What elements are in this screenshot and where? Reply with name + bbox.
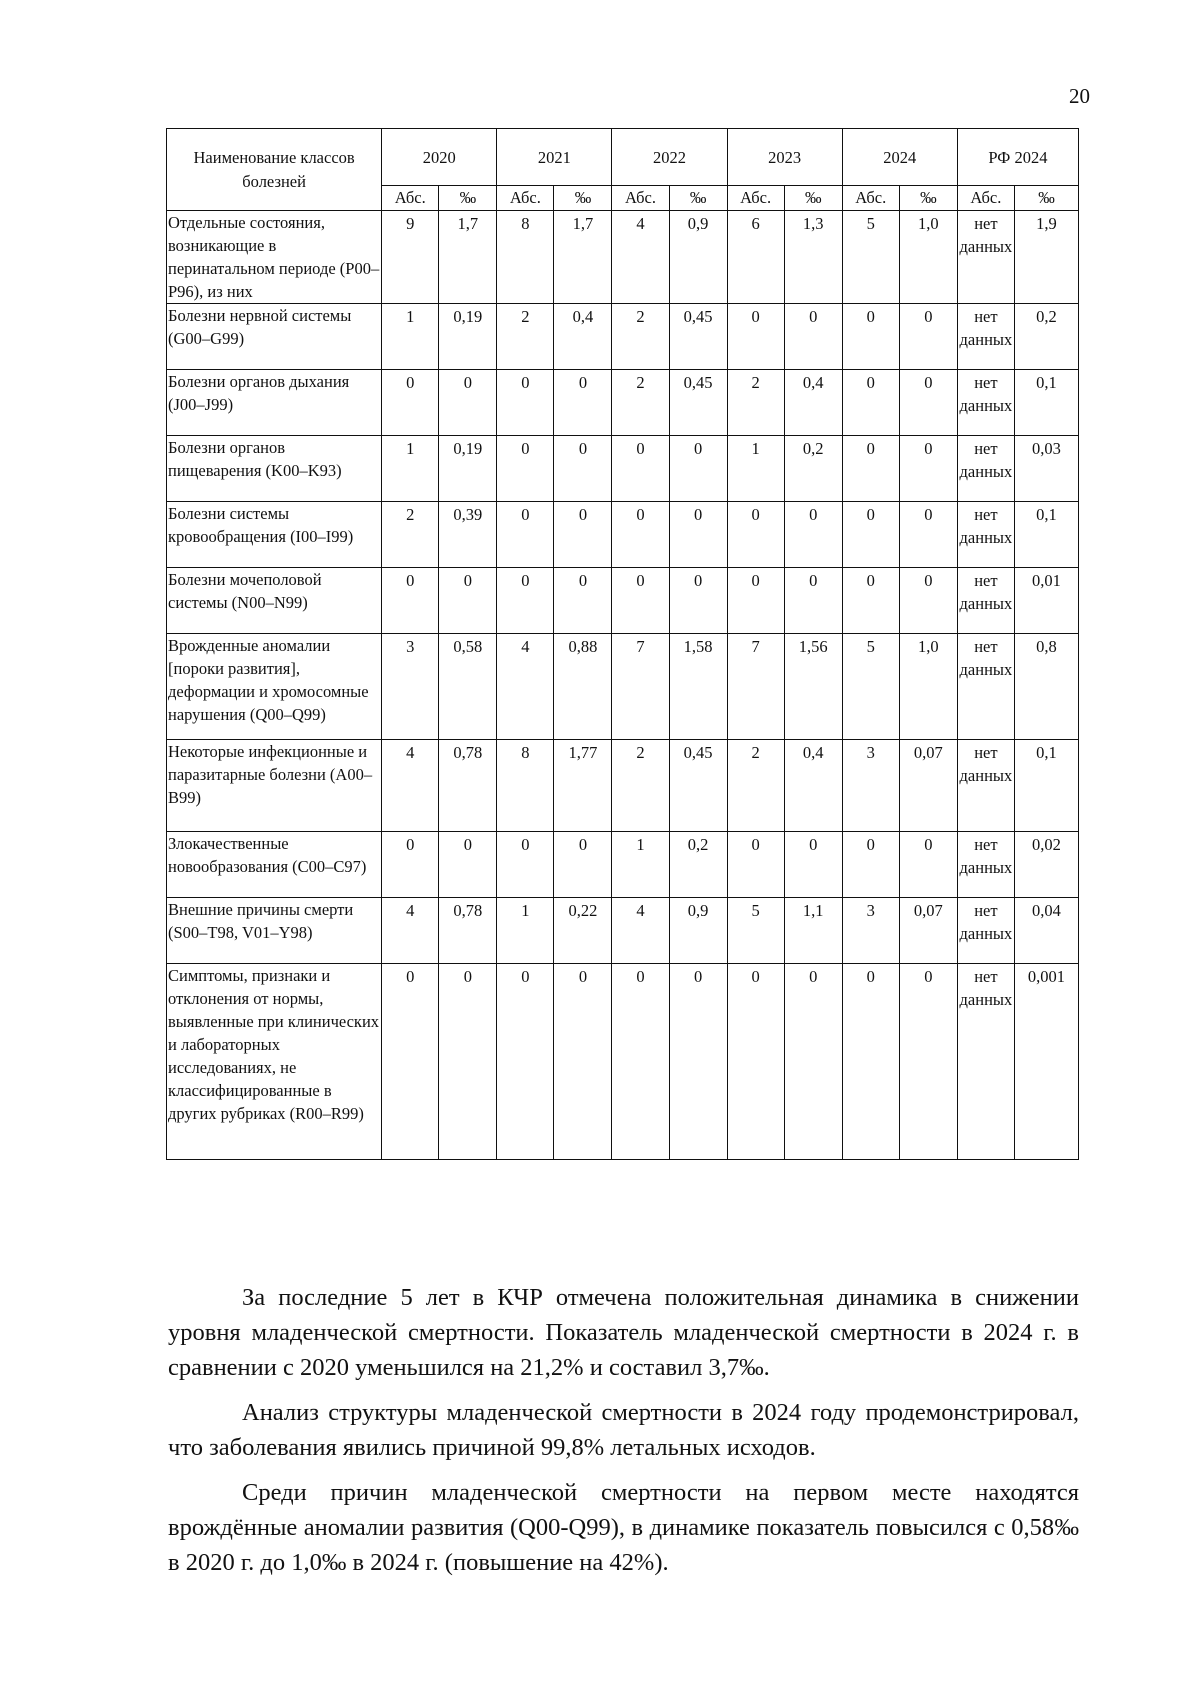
disease-class-cell: Некоторые инфекционные и паразитарные болезни (A00–B99) <box>167 740 382 832</box>
column-header-year: 2021 <box>497 129 612 186</box>
column-header-abs: Абс. <box>842 186 899 211</box>
abs-value-cell: 5 <box>842 211 899 304</box>
permille-value-cell: 0 <box>439 568 497 634</box>
permille-value-cell: 0 <box>784 832 842 898</box>
permille-value-cell: 0 <box>784 502 842 568</box>
permille-value-cell: 1,7 <box>439 211 497 304</box>
permille-value-cell: 0,07 <box>899 898 957 964</box>
abs-value-cell: 1 <box>382 304 439 370</box>
abs-value-cell: 2 <box>497 304 554 370</box>
abs-value-cell: 4 <box>382 898 439 964</box>
permille-value-cell: 0,4 <box>554 304 612 370</box>
table-row <box>167 304 1079 370</box>
abs-value-cell: 1 <box>727 436 784 502</box>
permille-value-cell: 0 <box>899 370 957 436</box>
permille-value-cell: 0,19 <box>439 436 497 502</box>
abs-value-cell: нет данных <box>957 436 1014 502</box>
permille-value-cell: 0 <box>899 568 957 634</box>
abs-value-cell: 0 <box>842 964 899 1160</box>
permille-value-cell: 0,2 <box>1014 304 1078 370</box>
permille-value-cell: 1,9 <box>1014 211 1078 304</box>
permille-value-cell: 1,3 <box>784 211 842 304</box>
column-header-year: 2023 <box>727 129 842 186</box>
permille-value-cell: 0 <box>784 568 842 634</box>
permille-value-cell: 0 <box>784 304 842 370</box>
abs-value-cell: нет данных <box>957 304 1014 370</box>
permille-value-cell: 0 <box>439 832 497 898</box>
disease-class-cell: Симптомы, признаки и отклонения от нормы, выявленные при клинических и лабораторных исследованиях, не классифицированные в других рубриках (R00–R99) <box>167 964 382 1160</box>
abs-value-cell: 0 <box>612 964 669 1160</box>
abs-value-cell: нет данных <box>957 370 1014 436</box>
column-header-abs: Абс. <box>612 186 669 211</box>
permille-value-cell: 0,001 <box>1014 964 1078 1160</box>
permille-value-cell: 0,45 <box>669 304 727 370</box>
table-row <box>167 502 1079 568</box>
abs-value-cell: 5 <box>727 898 784 964</box>
column-header-year: 2020 <box>382 129 497 186</box>
table-row <box>167 211 1079 304</box>
table-row <box>167 740 1079 832</box>
permille-value-cell: 0 <box>554 436 612 502</box>
column-header-permille: ‰ <box>784 186 842 211</box>
paragraph: Анализ структуры младенческой смертности в 2024 году продемонстрировал, что заболевания явились причиной 99,8% летальных исходов. <box>168 1399 1079 1461</box>
permille-value-cell: 0 <box>439 964 497 1160</box>
abs-value-cell: 0 <box>842 370 899 436</box>
permille-value-cell: 0 <box>439 370 497 436</box>
permille-value-cell: 0,88 <box>554 634 612 740</box>
permille-value-cell: 0,04 <box>1014 898 1078 964</box>
permille-value-cell: 0,9 <box>669 211 727 304</box>
abs-value-cell: нет данных <box>957 832 1014 898</box>
disease-class-cell: Злокачественные новообразования (C00–C97) <box>167 832 382 898</box>
table-row <box>167 436 1079 502</box>
mortality-causes-table <box>166 128 1079 1160</box>
abs-value-cell: 0 <box>382 964 439 1160</box>
table-row <box>167 568 1079 634</box>
permille-value-cell: 0,78 <box>439 740 497 832</box>
column-header-abs: Абс. <box>727 186 784 211</box>
table-body <box>167 211 1079 1160</box>
permille-value-cell: 1,58 <box>669 634 727 740</box>
disease-class-cell: Болезни органов пищеварения (K00–K93) <box>167 436 382 502</box>
abs-value-cell: 0 <box>497 370 554 436</box>
permille-value-cell: 0,19 <box>439 304 497 370</box>
disease-class-cell: Болезни нервной системы (G00–G99) <box>167 304 382 370</box>
table-row <box>167 964 1079 1160</box>
permille-value-cell: 0 <box>554 964 612 1160</box>
abs-value-cell: 7 <box>727 634 784 740</box>
permille-value-cell: 0 <box>899 436 957 502</box>
disease-class-cell: Болезни органов дыхания (J00–J99) <box>167 370 382 436</box>
permille-value-cell: 0,78 <box>439 898 497 964</box>
abs-value-cell: 0 <box>497 964 554 1160</box>
abs-value-cell: 5 <box>842 634 899 740</box>
column-header-permille: ‰ <box>899 186 957 211</box>
permille-value-cell: 0 <box>899 832 957 898</box>
abs-value-cell: 7 <box>612 634 669 740</box>
column-header-year: РФ 2024 <box>957 129 1078 186</box>
abs-value-cell: 0 <box>727 304 784 370</box>
abs-value-cell: 8 <box>497 740 554 832</box>
column-header-permille: ‰ <box>439 186 497 211</box>
table-header-years-row <box>167 129 1079 186</box>
permille-value-cell: 0 <box>899 304 957 370</box>
column-header-year: 2022 <box>612 129 727 186</box>
abs-value-cell: 2 <box>612 370 669 436</box>
permille-value-cell: 1,0 <box>899 634 957 740</box>
permille-value-cell: 0,39 <box>439 502 497 568</box>
permille-value-cell: 0 <box>554 370 612 436</box>
abs-value-cell: нет данных <box>957 740 1014 832</box>
permille-value-cell: 0,2 <box>784 436 842 502</box>
column-header-abs: Абс. <box>382 186 439 211</box>
column-header-permille: ‰ <box>1014 186 1078 211</box>
permille-value-cell: 0,1 <box>1014 502 1078 568</box>
permille-value-cell: 1,1 <box>784 898 842 964</box>
abs-value-cell: 0 <box>497 436 554 502</box>
abs-value-cell: 4 <box>612 211 669 304</box>
permille-value-cell: 1,0 <box>899 211 957 304</box>
abs-value-cell: нет данных <box>957 568 1014 634</box>
permille-value-cell: 0 <box>554 832 612 898</box>
abs-value-cell: 0 <box>842 304 899 370</box>
permille-value-cell: 0,1 <box>1014 740 1078 832</box>
permille-value-cell: 0,03 <box>1014 436 1078 502</box>
table-row <box>167 832 1079 898</box>
abs-value-cell: 1 <box>382 436 439 502</box>
abs-value-cell: 9 <box>382 211 439 304</box>
abs-value-cell: 0 <box>842 568 899 634</box>
abs-value-cell: 0 <box>612 568 669 634</box>
abs-value-cell: нет данных <box>957 502 1014 568</box>
table-row <box>167 370 1079 436</box>
permille-value-cell: 0,2 <box>669 832 727 898</box>
abs-value-cell: 4 <box>497 634 554 740</box>
abs-value-cell: 4 <box>612 898 669 964</box>
abs-value-cell: 3 <box>842 898 899 964</box>
abs-value-cell: 0 <box>612 502 669 568</box>
permille-value-cell: 0 <box>554 502 612 568</box>
abs-value-cell: 0 <box>727 964 784 1160</box>
permille-value-cell: 0 <box>669 502 727 568</box>
column-header-abs: Абс. <box>957 186 1014 211</box>
abs-value-cell: 0 <box>727 568 784 634</box>
column-header-permille: ‰ <box>669 186 727 211</box>
disease-class-cell: Болезни мочеполовой системы (N00–N99) <box>167 568 382 634</box>
permille-value-cell: 0,45 <box>669 370 727 436</box>
abs-value-cell: 1 <box>612 832 669 898</box>
abs-value-cell: 0 <box>727 502 784 568</box>
permille-value-cell: 0 <box>554 568 612 634</box>
abs-value-cell: 4 <box>382 740 439 832</box>
abs-value-cell: 0 <box>382 568 439 634</box>
permille-value-cell: 0,4 <box>784 740 842 832</box>
permille-value-cell: 0,45 <box>669 740 727 832</box>
abs-value-cell: 0 <box>497 832 554 898</box>
abs-value-cell: 2 <box>382 502 439 568</box>
disease-class-cell: Болезни системы кровообращения (I00–I99) <box>167 502 382 568</box>
abs-value-cell: 2 <box>612 304 669 370</box>
column-header-permille: ‰ <box>554 186 612 211</box>
paragraph: За последние 5 лет в КЧР отмечена положительная динамика в снижении уровня младенческой смертности. Показатель младенческой смертности в 2024 г. в сравнении с 2020 уменьшился на 21,2% и составил 3,7‰. <box>168 1284 1079 1381</box>
abs-value-cell: 8 <box>497 211 554 304</box>
table-row <box>167 898 1079 964</box>
disease-class-cell: Отдельные состояния, возникающие в перинатальном периоде (P00–P96), из них <box>167 211 382 304</box>
permille-value-cell: 0,4 <box>784 370 842 436</box>
permille-value-cell: 0 <box>899 502 957 568</box>
permille-value-cell: 0 <box>784 964 842 1160</box>
abs-value-cell: нет данных <box>957 634 1014 740</box>
abs-value-cell: нет данных <box>957 898 1014 964</box>
page-number: 20 <box>1069 84 1090 108</box>
table-row <box>167 634 1079 740</box>
abs-value-cell: 6 <box>727 211 784 304</box>
permille-value-cell: 0,58 <box>439 634 497 740</box>
permille-value-cell: 0,01 <box>1014 568 1078 634</box>
permille-value-cell: 0 <box>669 436 727 502</box>
abs-value-cell: 1 <box>497 898 554 964</box>
permille-value-cell: 0,1 <box>1014 370 1078 436</box>
abs-value-cell: 0 <box>842 832 899 898</box>
abs-value-cell: 2 <box>727 740 784 832</box>
abs-value-cell: 0 <box>382 832 439 898</box>
body-text <box>168 1280 1079 1590</box>
abs-value-cell: 3 <box>382 634 439 740</box>
abs-value-cell: 0 <box>612 436 669 502</box>
abs-value-cell: 2 <box>727 370 784 436</box>
abs-value-cell: 3 <box>842 740 899 832</box>
abs-value-cell: 0 <box>382 370 439 436</box>
permille-value-cell: 0,07 <box>899 740 957 832</box>
permille-value-cell: 0,02 <box>1014 832 1078 898</box>
permille-value-cell: 1,77 <box>554 740 612 832</box>
abs-value-cell: нет данных <box>957 211 1014 304</box>
permille-value-cell: 1,7 <box>554 211 612 304</box>
abs-value-cell: 0 <box>727 832 784 898</box>
abs-value-cell: 0 <box>497 568 554 634</box>
paragraph: Среди причин младенческой смертности на первом месте находятся врождённые аномалии развития (Q00-Q99), в динамике показатель повысился с 0,58‰ в 2020 г. до 1,0‰ в 2024 г. (повышение на 42%). <box>168 1479 1079 1576</box>
permille-value-cell: 1,56 <box>784 634 842 740</box>
abs-value-cell: 0 <box>842 502 899 568</box>
column-header-year: 2024 <box>842 129 957 186</box>
permille-value-cell: 0,22 <box>554 898 612 964</box>
abs-value-cell: 0 <box>497 502 554 568</box>
table-header <box>167 129 1079 211</box>
permille-value-cell: 0 <box>899 964 957 1160</box>
column-header-abs: Абс. <box>497 186 554 211</box>
column-header-disease-class: Наименование классов болезней <box>167 129 382 211</box>
abs-value-cell: нет данных <box>957 964 1014 1160</box>
abs-value-cell: 0 <box>842 436 899 502</box>
permille-value-cell: 0,9 <box>669 898 727 964</box>
abs-value-cell: 2 <box>612 740 669 832</box>
permille-value-cell: 0,8 <box>1014 634 1078 740</box>
permille-value-cell: 0 <box>669 568 727 634</box>
disease-class-cell: Внешние причины смерти (S00–T98, V01–Y98) <box>167 898 382 964</box>
permille-value-cell: 0 <box>669 964 727 1160</box>
disease-class-cell: Врожденные аномалии [пороки развития], деформации и хромосомные нарушения (Q00–Q99) <box>167 634 382 740</box>
